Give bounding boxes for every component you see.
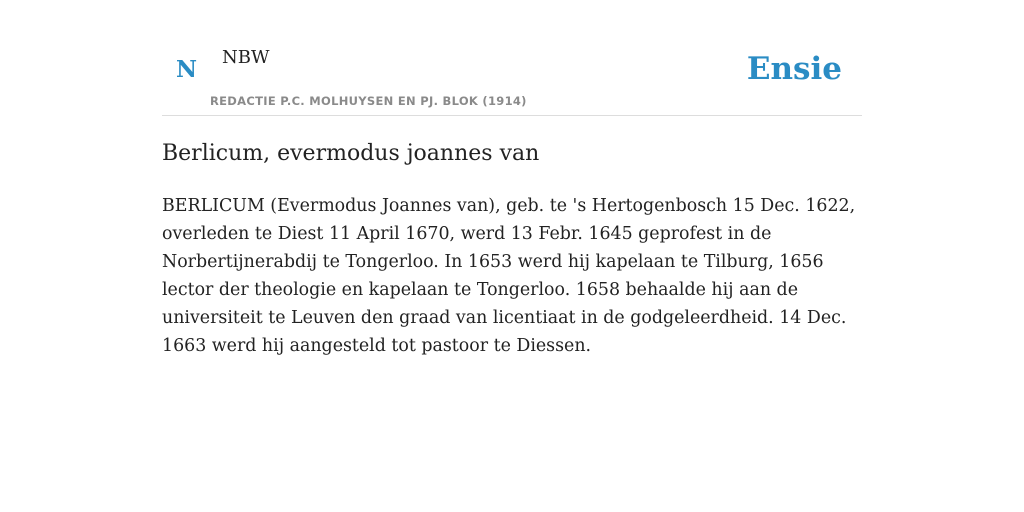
- editors-label: REDACTIE P.C. MOLHUYSEN EN PJ. BLOK (1914): [210, 94, 527, 108]
- site-header: [162, 36, 862, 116]
- article-body: BERLICUM (Evermodus Joannes van), geb. te 's Hertogenbosch 15 Dec. 1622, overleden te Diest 11 April 1670, werd 13 Febr. 1645 geprofest in de Norbertijnerabdij te Tongerloo. In 1653 werd hij kapelaan te Tilburg, 1656 lector der theologie en kapelaan te Tongerloo. 1658 behaalde hij aan de universiteit te Leuven den graad van licentiaat in de godgeleerdheid. 14 Dec. 1663 werd hij aangesteld tot pastoor te Diessen.: [162, 196, 856, 356]
- publication-link[interactable]: NBW: [222, 47, 270, 68]
- nbw-logo-link[interactable]: N: [176, 56, 198, 83]
- ensie-logo-link[interactable]: Ensie: [746, 51, 842, 87]
- article-title: Berlicum, evermodus joannes van: [162, 141, 540, 166]
